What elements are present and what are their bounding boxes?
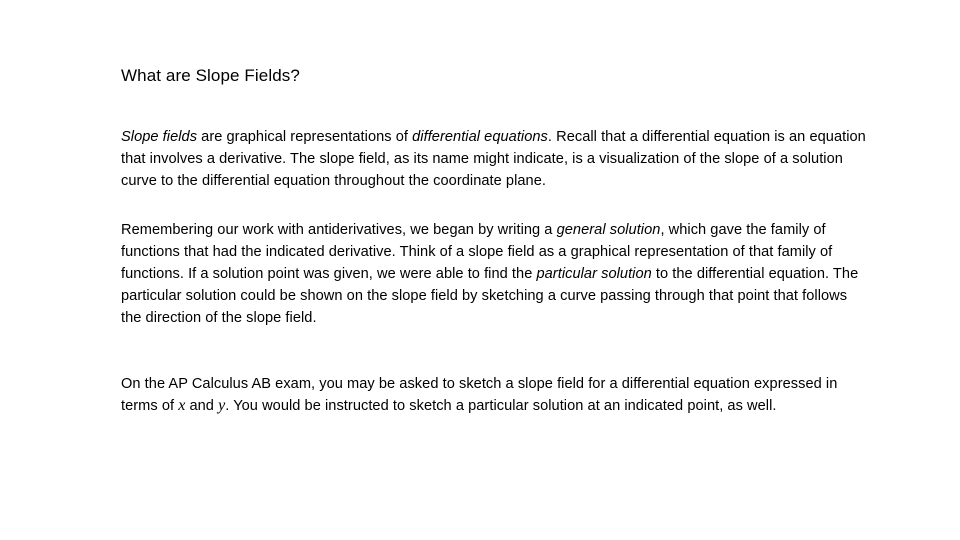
math-variable-x: x (178, 397, 186, 414)
text-run: are graphical representations of (197, 129, 413, 145)
text-run: . Recall that a differential equation is an equation that involves a derivative. The slope field, as its name might indicate, is a visualization of the slope of a solution curve to the differential equation throughout the coordinate plane. (121, 129, 866, 189)
term-particular-solution: particular solution (536, 266, 652, 282)
text-run: . You would be instructed to sketch a particular solution at an indicated point, as well. (225, 398, 777, 414)
math-variable-y: y (218, 397, 226, 414)
text-run: Remembering our work with antiderivatives, we began by writing a (121, 222, 557, 238)
text-run: , which gave the family of functions that had the indicated derivative. Think of a slope field as a graphical representation of that family of functions. If a solution point was given, we were able to find the (121, 222, 833, 282)
text-run: to the differential equation. The particular solution could be shown on the slope field by sketching a curve passing through that point that follows the direction of the slope field. (121, 266, 859, 326)
paragraph-general-particular-solution (121, 219, 866, 329)
text-run: On the AP Calculus AB exam, you may be asked to sketch a slope field for a differential equation expressed in terms of (121, 376, 838, 414)
paragraph-slope-fields-definition (121, 126, 866, 192)
page-title: What are Slope Fields? (121, 66, 300, 85)
paragraph-ap-exam-note (121, 373, 866, 417)
term-differential-equations: differential equations (412, 129, 548, 145)
text-run: and (185, 398, 219, 414)
term-general-solution: general solution (556, 222, 661, 238)
term-slope-fields: Slope fields (121, 129, 198, 145)
